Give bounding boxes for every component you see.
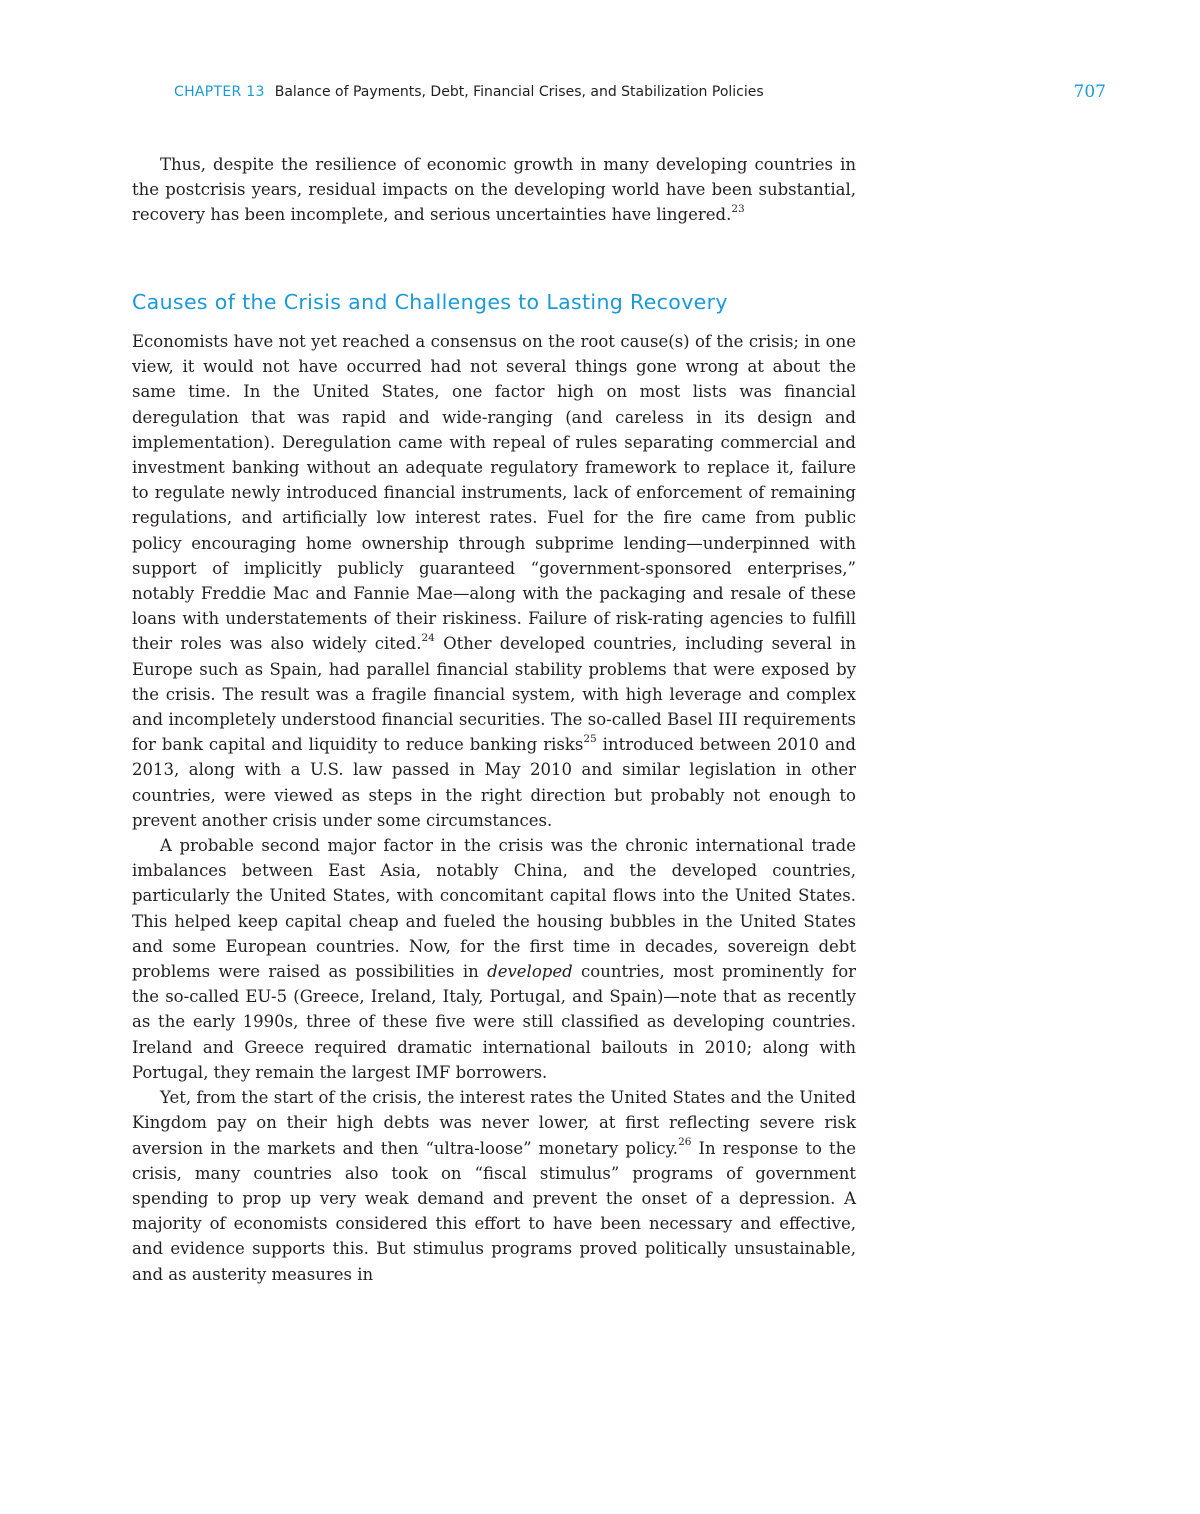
paragraph-1-part-c: introduced between 2010 and 2013, along with a U.S. law passed in May 2010 and similar legislation in other countries, were viewed as steps in the right direction but probably not enough to prevent another crisis under some circumstances. — [132, 735, 856, 830]
running-head — [174, 80, 1106, 104]
paragraph-1-part-a: Economists have not yet reached a consensus on the root cause(s) of the crisis; in one view, it would not have occurred had not several things gone wrong at about the same time. In the United States, one factor high on most lists was financial deregulation that was rapid and wide-ranging (and careless in its design and implementation). Deregulation came with repeal of rules separating commercial and investment banking without an adequate regulatory framework to replace it, failure to regulate newly introduced financial instruments, lack of enforcement of remaining regulations, and artificially low interest rates. Fuel for the fire came from public policy encouraging home ownership through subprime lending—underpinned with support of implicitly publicly guaranteed “government-sponsored enterprises,” notably Freddie Mac and Fannie Mae—along with the packaging and resale of these loans with understatements of their riskiness. Failure of risk-rating agencies to fulfill their roles was also widely cited. — [132, 332, 856, 654]
footnote-ref-25: 25 — [583, 732, 597, 745]
footnote-ref-24: 24 — [421, 631, 435, 644]
body-text — [132, 329, 856, 1287]
paragraph-2 — [132, 833, 856, 1085]
intro-paragraph — [132, 152, 856, 228]
intro-text: Thus, despite the resilience of economic growth in many developing countries in the postcrisis years, residual impacts on the developing world have been substantial, recovery has been incomplete, and serious uncertainties have lingered. — [132, 155, 856, 225]
chapter-title: Balance of Payments, Debt, Financial Crises, and Stabilization Policies — [274, 84, 764, 100]
paragraph-2-emphasis: developed — [487, 962, 573, 982]
paragraph-3-part-a: Yet, from the start of the crisis, the interest rates the United States and the United Kingdom pay on their high debts was never lower, at first reflecting severe risk aversion in the markets and then “ultra-loose” monetary policy. — [132, 1088, 856, 1158]
intro-section — [132, 152, 856, 228]
footnote-ref-23: 23 — [731, 202, 745, 215]
paragraph-3 — [132, 1085, 856, 1287]
paragraph-2-part-a: A probable second major factor in the crisis was the chronic international trade imbalances between East Asia, notably China, and the developed countries, particularly the United States, with concomitant capital flows into the United States. This helped keep capital cheap and fueled the housing bubbles in the United States and some European countries. Now, for the first time in decades, sovereign debt problems were raised as possibilities in — [132, 836, 856, 982]
paragraph-2-part-b: countries, most prominently for the so-called EU-5 (Greece, Ireland, Italy, Portugal, and Spain)—note that as recently as the early 1990s, three of these five were still classified as developing countries. Ireland and Greece required dramatic international bailouts in 2010; along with Portugal, they remain the largest IMF borrowers. — [132, 962, 857, 1082]
paragraph-3-part-b: In response to the crisis, many countries also took on “fiscal stimulus” programs of government spending to prop up very weak demand and prevent the onset of a depression. A majority of economists considered this effort to have been necessary and effective, and evidence supports this. But stimulus programs proved politically unsustainable, and as austerity measures in — [132, 1138, 856, 1284]
section-heading: Causes of the Crisis and Challenges to Lasting Recovery — [132, 290, 728, 314]
paragraph-1-part-b: Other developed countries, including several in Europe such as Spain, had parallel financial stability problems that were exposed by the crisis. The result was a fragile financial system, with high leverage and complex and incompletely understood financial securities. The so-called Basel III requirements for bank capital and liquidity to reduce banking risks — [132, 634, 857, 755]
page-number: 707 — [1073, 82, 1106, 102]
footnote-ref-26: 26 — [678, 1136, 692, 1148]
paragraph-1 — [132, 329, 856, 833]
chapter-label: CHAPTER 13 — [174, 84, 265, 100]
